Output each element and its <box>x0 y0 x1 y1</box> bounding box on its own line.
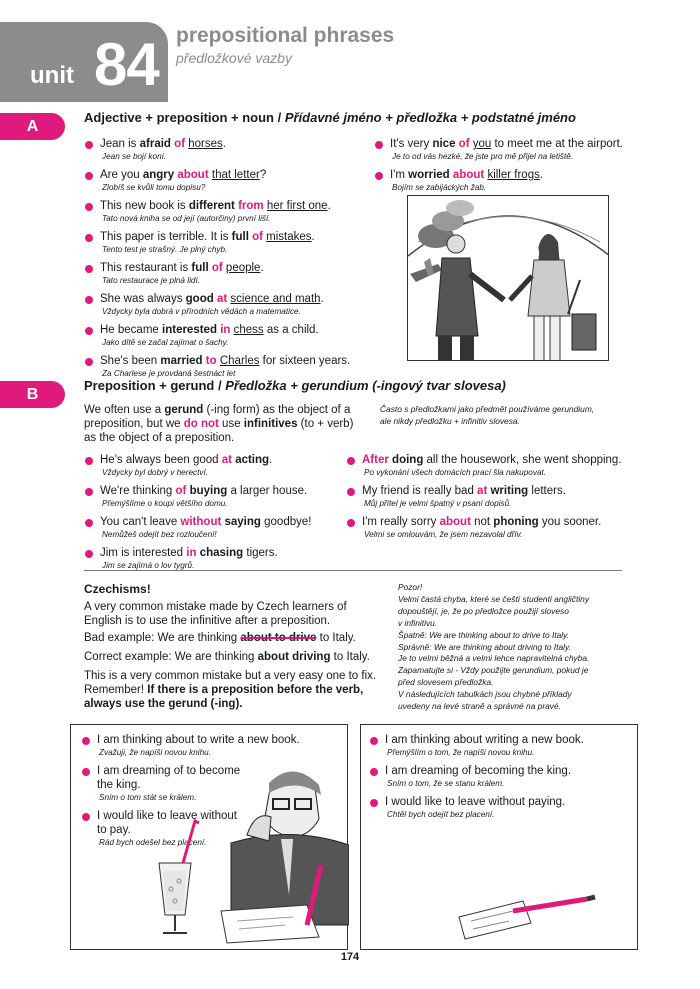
sentence-start: We're thinking <box>100 485 176 497</box>
rule-bold: If there is a preposition before the verb, always use the gerund (-ing). <box>84 684 364 710</box>
sentence-end: a larger house. <box>227 485 308 497</box>
page-title: prepositional phrases <box>176 24 395 47</box>
gerund-sentence <box>362 484 646 498</box>
example-item <box>374 168 654 193</box>
cz-note-line: Zapamatujte si - Vždy použijte gerundium, pokud je <box>398 665 589 676</box>
sentence-start: Jim is interested <box>100 547 187 559</box>
gerund-sentence <box>100 515 354 529</box>
intro-gerund: gerund <box>164 404 204 416</box>
noun: mistakes <box>266 231 312 243</box>
panel-sentence: I am dreaming of becoming the king. <box>385 765 572 777</box>
example-sentence <box>100 137 374 151</box>
intro-do-not: do not <box>183 418 219 430</box>
cz-note-line: Je to velmi běžná a velmi lehce napravitelná chyba. <box>398 653 590 664</box>
gerund-example-item <box>84 484 354 509</box>
example-sentence <box>100 230 374 244</box>
sentence-end: . <box>260 262 264 274</box>
section-a-right-list <box>374 137 654 199</box>
sentence-end: all the housework, she went shopping. <box>423 454 622 466</box>
translation: Za Charlese je provdaná šestnáct let <box>102 369 236 378</box>
example-item <box>374 137 654 162</box>
panel-sentence: I am dreaming of to become the king. <box>97 765 241 791</box>
czechisms-title: Czechisms! <box>84 582 151 596</box>
example-sentence <box>100 199 374 213</box>
adjective: full <box>231 231 249 243</box>
section-a-title <box>84 110 576 125</box>
example-sentence <box>100 168 374 182</box>
gerund-example-item <box>346 515 646 540</box>
bad-example-tail: to Italy. <box>316 632 356 644</box>
section-a-badge: A <box>0 113 65 140</box>
good-example-tail: to Italy. <box>330 651 370 663</box>
panel-sentence: I am thinking about writing a new book. <box>385 734 584 746</box>
translation: Tato restaurace je plná lidí. <box>102 276 201 285</box>
adjective: good <box>185 293 214 305</box>
adjective: angry <box>142 169 175 181</box>
preposition: at <box>216 293 228 305</box>
panel-translation: Chtěl bych odejít bez placení. <box>387 810 495 819</box>
gerund-sentence <box>100 453 354 467</box>
gerund-example-item <box>84 515 354 540</box>
noun: that letter <box>211 169 260 181</box>
noun: killer frogs <box>487 169 540 181</box>
translation: Je to od vás hezké, že jste pro mě přijel na letiště. <box>392 152 574 161</box>
panel-translation: Sním o tom, že se stanu králem. <box>387 779 505 788</box>
sentence-start: This paper is terrible. It is <box>100 231 232 243</box>
preposition: about <box>452 169 485 181</box>
sentence-start: It's very <box>390 138 433 150</box>
paper-and-pen-drawing <box>361 725 639 951</box>
cz-note-line: dopouštějí, je, že po předložce použijí sloveso <box>398 605 569 616</box>
translation: Můj přítel je velmi špatný v psaní dopisů. <box>364 499 512 508</box>
noun: her first one <box>266 200 328 212</box>
example-sentence <box>100 323 374 337</box>
unit-label: unit <box>30 62 74 89</box>
sentence-start: She was always <box>100 293 186 305</box>
sentence-end: . <box>222 138 226 150</box>
noun: science and math <box>230 293 321 305</box>
sentence-end: . <box>327 200 331 212</box>
preposition: to <box>205 355 217 367</box>
example-item <box>84 199 374 224</box>
preposition: at <box>477 485 488 497</box>
czechisms-intro: A very common mistake made by Czech learners of English is to use the infinitive after a preposition. <box>84 601 347 627</box>
preposition: without <box>180 516 222 528</box>
gerund-example-item <box>84 453 354 478</box>
handshake-illustration <box>407 195 609 361</box>
sentence-end: you sooner. <box>538 516 602 528</box>
example-item <box>84 354 374 379</box>
preposition: in <box>220 324 231 336</box>
translation: Jim se zajímá o lov tygrů. <box>102 561 195 570</box>
preposition: about <box>177 169 209 181</box>
panel-translation: Zvažuji, že napíši novou knihu. <box>99 748 211 757</box>
sentence-start: She's been <box>100 355 161 367</box>
panel-translation: Rád bych odešel bez placení. <box>99 838 207 847</box>
section-b-title-cz: Předložka + gerundium (-ingový tvar slovesa) <box>225 378 506 393</box>
intro-text-3: use <box>218 418 244 430</box>
translation: Zlobíš se kvůli tomu dopisu? <box>102 183 206 192</box>
preposition: of <box>252 231 263 243</box>
gerund: phoning <box>493 516 539 528</box>
translation: Vždycky byla dobrá v přírodních vědách a matematice. <box>102 307 301 316</box>
negation: not <box>474 516 494 528</box>
example-sentence <box>390 137 654 151</box>
section-b-title-en: Preposition + gerund / <box>84 378 226 393</box>
page-number: 174 <box>340 951 360 963</box>
example-item <box>84 137 374 162</box>
gerund: acting <box>235 454 270 466</box>
intro-text-1: We often use a <box>84 404 165 416</box>
translation: Vždycky byl dobrý v herectví. <box>102 468 209 477</box>
adjective: full <box>191 262 209 274</box>
sentence-end: to meet me at the airport. <box>491 138 623 150</box>
cz-note-line: uvedeny na levé straně a správné na pravé. <box>398 701 561 712</box>
cz-note-line: před slovesem předložka. <box>398 677 494 688</box>
translation: Jean se bojí koní. <box>102 152 167 161</box>
noun: you <box>472 138 492 150</box>
cz-note-line: Špatně: We are thinking about to drive to Italy. <box>398 629 570 640</box>
gerund-sentence <box>100 546 354 560</box>
czechisms-bad-example <box>84 631 384 645</box>
gerund: saying <box>224 516 261 528</box>
cz-note-line: V následujících tabulkách jsou chybné příklady <box>398 689 572 700</box>
sentence-start: Are you <box>100 169 143 181</box>
sentence-end: goodbye! <box>260 516 312 528</box>
sentence-end: ? <box>259 169 267 181</box>
section-b-intro-cz: Často s předložkami jako předmět používáme gerundium, ale nikdy předložku + infinitiv slovesa. <box>380 404 595 426</box>
noun: horses <box>188 138 223 150</box>
page-subtitle: předložkové vazby <box>176 50 292 66</box>
sentence-start: I'm <box>390 169 409 181</box>
section-b-intro <box>84 403 360 445</box>
example-item <box>84 323 374 348</box>
cz-note-line: Velmi častá chyba, které se čeští studenti angličtiny <box>398 593 590 604</box>
preposition: in <box>186 547 197 559</box>
preposition: about <box>439 516 471 528</box>
adjective: interested <box>162 324 217 336</box>
good-example-bold: about driving <box>257 651 331 663</box>
gerund-example-item <box>346 453 646 478</box>
adjective: nice <box>432 138 456 150</box>
translation: Bojím se zabijáckých žab. <box>392 183 487 192</box>
gerund-example-item <box>346 484 646 509</box>
adjective: afraid <box>139 138 171 150</box>
translation: Tento test je strašný. Je plný chyb. <box>102 245 228 254</box>
translation: Velmi se omlouvám, že jsem nezavolal dřív. <box>364 530 523 539</box>
sentence-start: He became <box>100 324 163 336</box>
sentence-end: . <box>269 454 273 466</box>
example-sentence <box>390 168 654 182</box>
cz-note-line: v infinitivu. <box>398 617 438 628</box>
preposition: at <box>221 454 232 466</box>
example-item <box>84 261 374 286</box>
example-sentence <box>100 354 374 368</box>
example-item <box>84 292 374 317</box>
preposition: of <box>174 138 186 150</box>
rule-text: This is a very common mistake but a very easy one to fix. Remember! <box>84 670 377 696</box>
preposition: of <box>458 138 470 150</box>
sentence-start: Jean is <box>100 138 140 150</box>
adjective: worried <box>408 169 450 181</box>
sentence-end: . <box>311 231 315 243</box>
handshake-drawing <box>408 196 609 361</box>
sentence-end: as a child. <box>263 324 319 336</box>
gerund-sentence <box>362 453 646 467</box>
unit-number: 84 <box>94 31 159 98</box>
sentence-start: You can't leave <box>100 516 181 528</box>
gerund: chasing <box>199 547 244 559</box>
sentence-start: My friend is really bad <box>362 485 478 497</box>
translation: Po vykonání všech domácích prací šla nakupovat. <box>364 468 547 477</box>
noun: chess <box>233 324 264 336</box>
example-item <box>84 168 374 193</box>
translation: Jako dítě se začal zajímat o šachy. <box>102 338 229 347</box>
intro-infinitives: infinitives <box>243 418 298 430</box>
section-b-left-list <box>84 453 354 577</box>
panel-translation: Sním o tom stát se králem. <box>99 793 197 802</box>
section-b-badge: B <box>0 381 65 408</box>
section-a-title-en: Adjective + preposition + noun / <box>84 110 285 125</box>
section-a-title-cz: Přídavné jméno + předložka + podstatné jméno <box>284 110 576 125</box>
adjective: different <box>188 200 235 212</box>
czechisms-cz-note <box>398 582 630 713</box>
translation: Nemůžeš odejít bez rozloučení! <box>102 530 217 539</box>
wrong-examples-panel <box>70 724 348 950</box>
cz-note-line: Správně: We are thinking about driving to Italy. <box>398 641 571 652</box>
section-b-title <box>84 378 506 393</box>
sentence-end: letters. <box>528 485 566 497</box>
sentence-end: . <box>539 169 544 181</box>
panel-translation: Přemýšlím o tom, že napíši novou knihu. <box>387 748 535 757</box>
gerund-sentence <box>362 515 646 529</box>
panel-sentence: I am thinking about to write a new book. <box>97 734 300 746</box>
sentence-start: This restaurant is <box>100 262 192 274</box>
sentence-end: tigers. <box>243 547 278 559</box>
panel-sentence: I would like to leave without to pay. <box>97 810 237 836</box>
adjective: married <box>160 355 203 367</box>
czechisms-rule <box>84 669 384 711</box>
correct-examples-panel <box>360 724 638 950</box>
section-b-right-list <box>346 453 646 546</box>
intro-text-4: (to + verb) as the object of a preposition. <box>84 418 354 444</box>
translation: Přemýšlíme o koupi většího domu. <box>102 499 228 508</box>
preposition: from <box>238 200 264 212</box>
preposition: of <box>175 485 187 497</box>
sentence-end: for sixteen years. <box>259 355 351 367</box>
gerund-sentence <box>100 484 354 498</box>
bad-example-label: Bad example: We are thinking <box>84 632 241 644</box>
example-item <box>84 230 374 255</box>
translation: Tato nová kniha se od její (autorčiny) první liší. <box>102 214 271 223</box>
thinking-man-drawing <box>71 725 349 951</box>
cz-note-line: Pozor! <box>398 582 423 592</box>
preposition: of <box>211 262 223 274</box>
example-sentence <box>100 292 374 306</box>
gerund: writing <box>490 485 529 497</box>
noun: people <box>225 262 261 274</box>
sentence-end: . <box>320 293 324 305</box>
bad-example-struck: about to drive <box>240 632 317 644</box>
divider <box>84 570 622 571</box>
intro-text-2: (-ing form) as the object of a preposition, but we <box>84 404 351 430</box>
gerund: buying <box>189 485 228 497</box>
panel-sentence: I would like to leave without paying. <box>385 796 566 808</box>
preposition: After <box>362 454 389 466</box>
sentence-start: This new book is <box>100 200 189 212</box>
good-example-label: Correct example: We are thinking <box>84 651 258 663</box>
sentence-start: He's always been good <box>100 454 222 466</box>
czechisms-good-example <box>84 650 384 664</box>
section-a-left-list <box>84 137 374 385</box>
example-sentence <box>100 261 374 275</box>
noun: Charles <box>219 355 260 367</box>
sentence-start: I'm really sorry <box>362 516 440 528</box>
gerund: doing <box>392 454 424 466</box>
gerund-example-item <box>84 546 354 571</box>
